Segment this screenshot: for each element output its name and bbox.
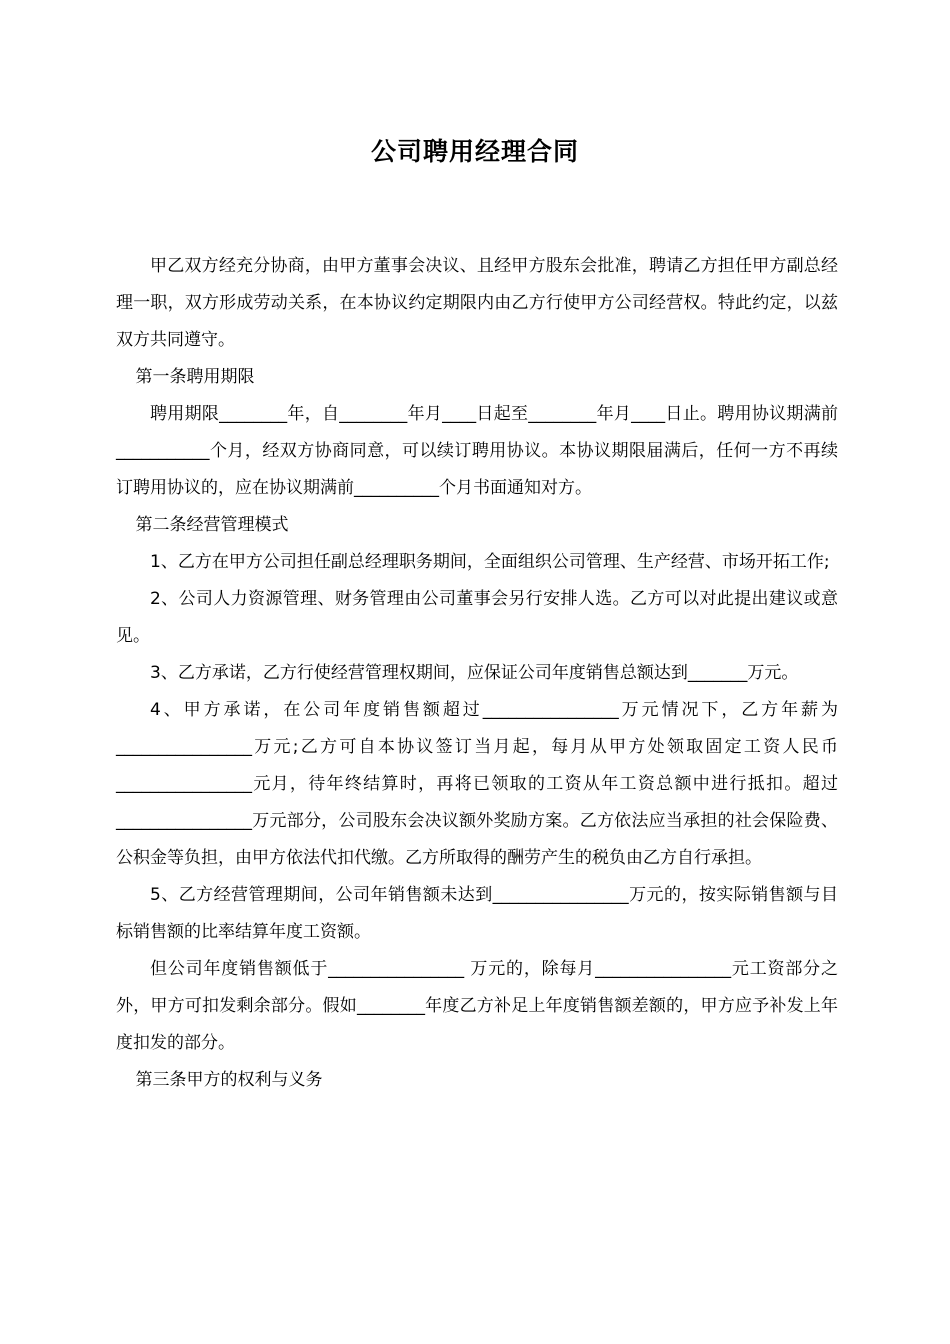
- article-2-clause-5-continued: 但公司年度销售额低于________________ 万元的，除每月________________元工资部分之外，甲方可扣发剩余部分。假如________年度乙方补足上年度销售额差额的，甲方应予补发上年度扣发的部分。: [116, 959, 838, 1053]
- intro-paragraph: 甲乙双方经充分协商，由甲方董事会决议、且经甲方股东会批准，聘请乙方担任甲方副总经理一职，双方形成劳动关系，在本协议约定期限内由乙方行使甲方公司经营权。特此约定，以兹双方共同遵守。: [116, 256, 838, 350]
- article-3-heading: 第三条甲方的权利与义务: [135, 1070, 323, 1090]
- article-1-term-paragraph: 聘用期限________年，自________年月____日起至________年月____日止。聘用协议期满前___________个月，经双方协商同意，可以续订聘用协议。本协议期限届满后，任何一方不再续订聘用协议的，应在协议期满前__________个月书面通知对方。: [116, 404, 838, 498]
- article-1-heading: 第一条聘用期限: [135, 367, 255, 387]
- article-2-heading: 第二条经营管理模式: [135, 515, 289, 535]
- article-2-clause-5: 5、乙方经营管理期间，公司年销售额未达到________________万元的，按实际销售额与目标销售额的比率结算年度工资额。: [116, 885, 838, 942]
- article-2-clause-3: 3、乙方承诺，乙方行使经营管理权期间，应保证公司年度销售总额达到_______万元。: [150, 663, 799, 683]
- article-2-clause-2: 2、公司人力资源管理、财务管理由公司董事会另行安排人选。乙方可以对此提出建议或意见。: [116, 589, 838, 646]
- document-body: [116, 248, 838, 1099]
- article-2-clause-4: 4、甲方承诺，在公司年度销售额超过________________万元情况下，乙方年薪为________________万元;乙方可自本协议签订当月起，每月从甲方处领取固定工资人民币________________元月，待年终结算时，再将已领取的工资从年工资总额中进行抵扣。超过________________万元部分，公司股东会决议额外奖励方案。乙方依法应当承担的社会保险费、公积金等负担，由甲方依法代扣代缴。乙方所取得的酬劳产生的税负由乙方自行承担。: [116, 700, 838, 868]
- article-2-clause-1: 1、乙方在甲方公司担任副总经理职务期间，全面组织公司管理、生产经营、市场开拓工作;: [150, 552, 830, 572]
- document-title: 公司聘用经理合同: [370, 137, 579, 166]
